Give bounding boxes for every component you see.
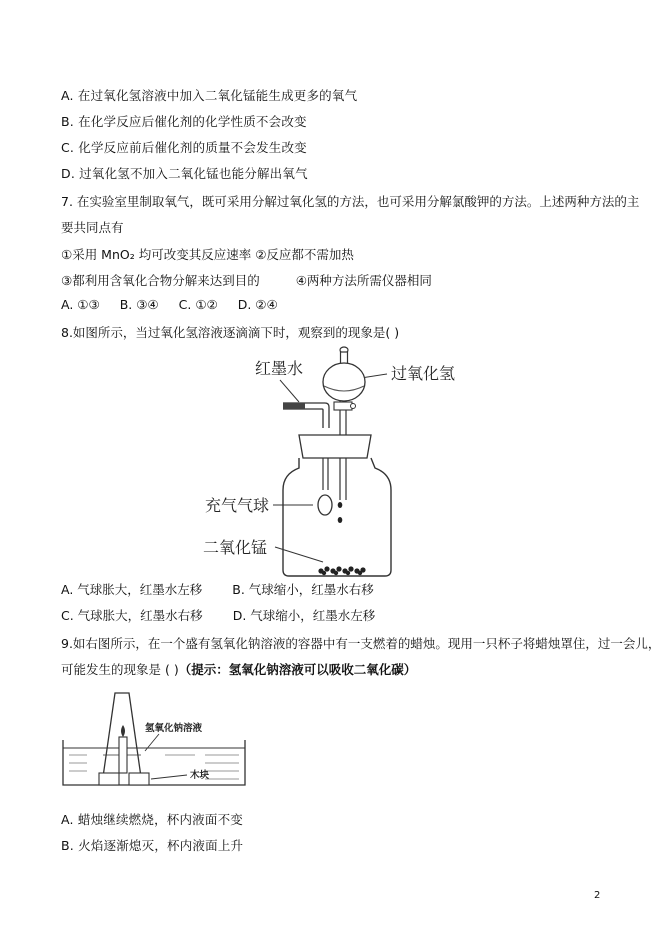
q8-figure <box>195 340 475 580</box>
q8-option-a: A. 气球胀大，红墨水左移 <box>61 582 203 597</box>
q6-option-c: C. 化学反应前后催化剂的质量不会发生改变 <box>61 140 307 155</box>
q8-stopper <box>299 435 371 458</box>
q8-red-ink <box>283 403 305 409</box>
q8-separatory-funnel <box>323 363 365 401</box>
q8-mno2-particles <box>318 566 365 575</box>
q9-option-b: B. 火焰逐渐熄灭，杯内液面上升 <box>61 838 244 853</box>
q8-label-mno2: 二氧化锰 <box>203 538 268 557</box>
q9-stem-line2 <box>61 660 416 678</box>
q7-option-b: B. ③④ <box>119 297 159 312</box>
q8-options-row1 <box>61 580 374 598</box>
q8-label-h2o2: 过氧化氢 <box>391 364 456 383</box>
q9-hint: （提示：氢氧化钠溶液可以吸收二氧化碳） <box>178 662 417 677</box>
q8-bottle <box>283 458 391 576</box>
q8-options-row2 <box>61 606 375 624</box>
q8-option-c: C. 气球胀大，红墨水右移 <box>61 608 203 623</box>
q7-item3: ③都利用含氧化合物分解来达到目的 <box>61 273 260 288</box>
q8-pointer-red-ink <box>280 380 299 402</box>
q8-stopcock <box>334 402 352 410</box>
q9-candle <box>119 737 127 773</box>
q7-item-row1 <box>61 245 354 263</box>
q7-item2: ②反应都不需加热 <box>255 247 354 262</box>
q9-wood-block-right <box>129 773 149 785</box>
q7-item4: ④两种方法所需仪器相同 <box>295 273 432 288</box>
q7-item1: ①采用 MnO₂ 均可改变其反应速率 <box>61 247 252 262</box>
q9-flame <box>121 725 125 737</box>
q7-option-d: D. ②④ <box>237 297 278 312</box>
q8-label-red-ink: 红墨水 <box>255 359 304 378</box>
q7-item-row2 <box>61 271 432 289</box>
q8-balloon <box>318 495 332 515</box>
q9-stem-text: 可能发生的现象是 ( ) <box>61 662 179 677</box>
q8-option-d: D. 气球缩小，红墨水左移 <box>232 608 376 623</box>
q9-wood-block-left <box>99 773 119 785</box>
q9-label-wood: 木块 <box>190 770 210 781</box>
q7-stem-line1: 7. 在实验室里制取氧气，既可采用分解过氧化氢的方法，也可采用分解氯酸钾的方法。上述两种方法的主 <box>61 194 640 209</box>
q8-option-b: B. 气球缩小，红墨水右移 <box>232 582 374 597</box>
q7-stem-line2: 要共同点有 <box>61 220 124 235</box>
q7-option-a: A. ①③ <box>61 297 100 312</box>
page-number: 2 <box>594 890 601 901</box>
q9-solution-hatch <box>69 755 239 779</box>
q7-option-c: C. ①② <box>178 297 218 312</box>
q9-label-naoh: 氢氧化钠溶液 <box>145 723 203 734</box>
q9-option-a: A. 蜡烛继续燃烧，杯内液面不变 <box>61 812 243 827</box>
q6-option-d: D. 过氧化氢不加入二氧化锰也能分解出氧气 <box>61 166 308 181</box>
q7-options <box>61 297 278 312</box>
q8-stem: 8.如图所示，当过氧化氢溶液逐滴滴下时，观察到的现象是( ) <box>61 325 400 340</box>
q9-stem-line1: 9.如右图所示，在一个盛有氢氧化钠溶液的容器中有一支燃着的蜡烛。现用一只杯子将蜡烛罩住，过一会儿， <box>61 636 661 651</box>
q6-option-a: A. 在过氧化氢溶液中加入二氧化锰能生成更多的氧气 <box>61 88 358 103</box>
q9-figure <box>55 685 255 790</box>
q8-pointer-mno2 <box>275 547 323 562</box>
q6-option-b: B. 在化学反应后催化剂的化学性质不会改变 <box>61 114 307 129</box>
q8-label-balloon: 充气气球 <box>205 496 270 515</box>
